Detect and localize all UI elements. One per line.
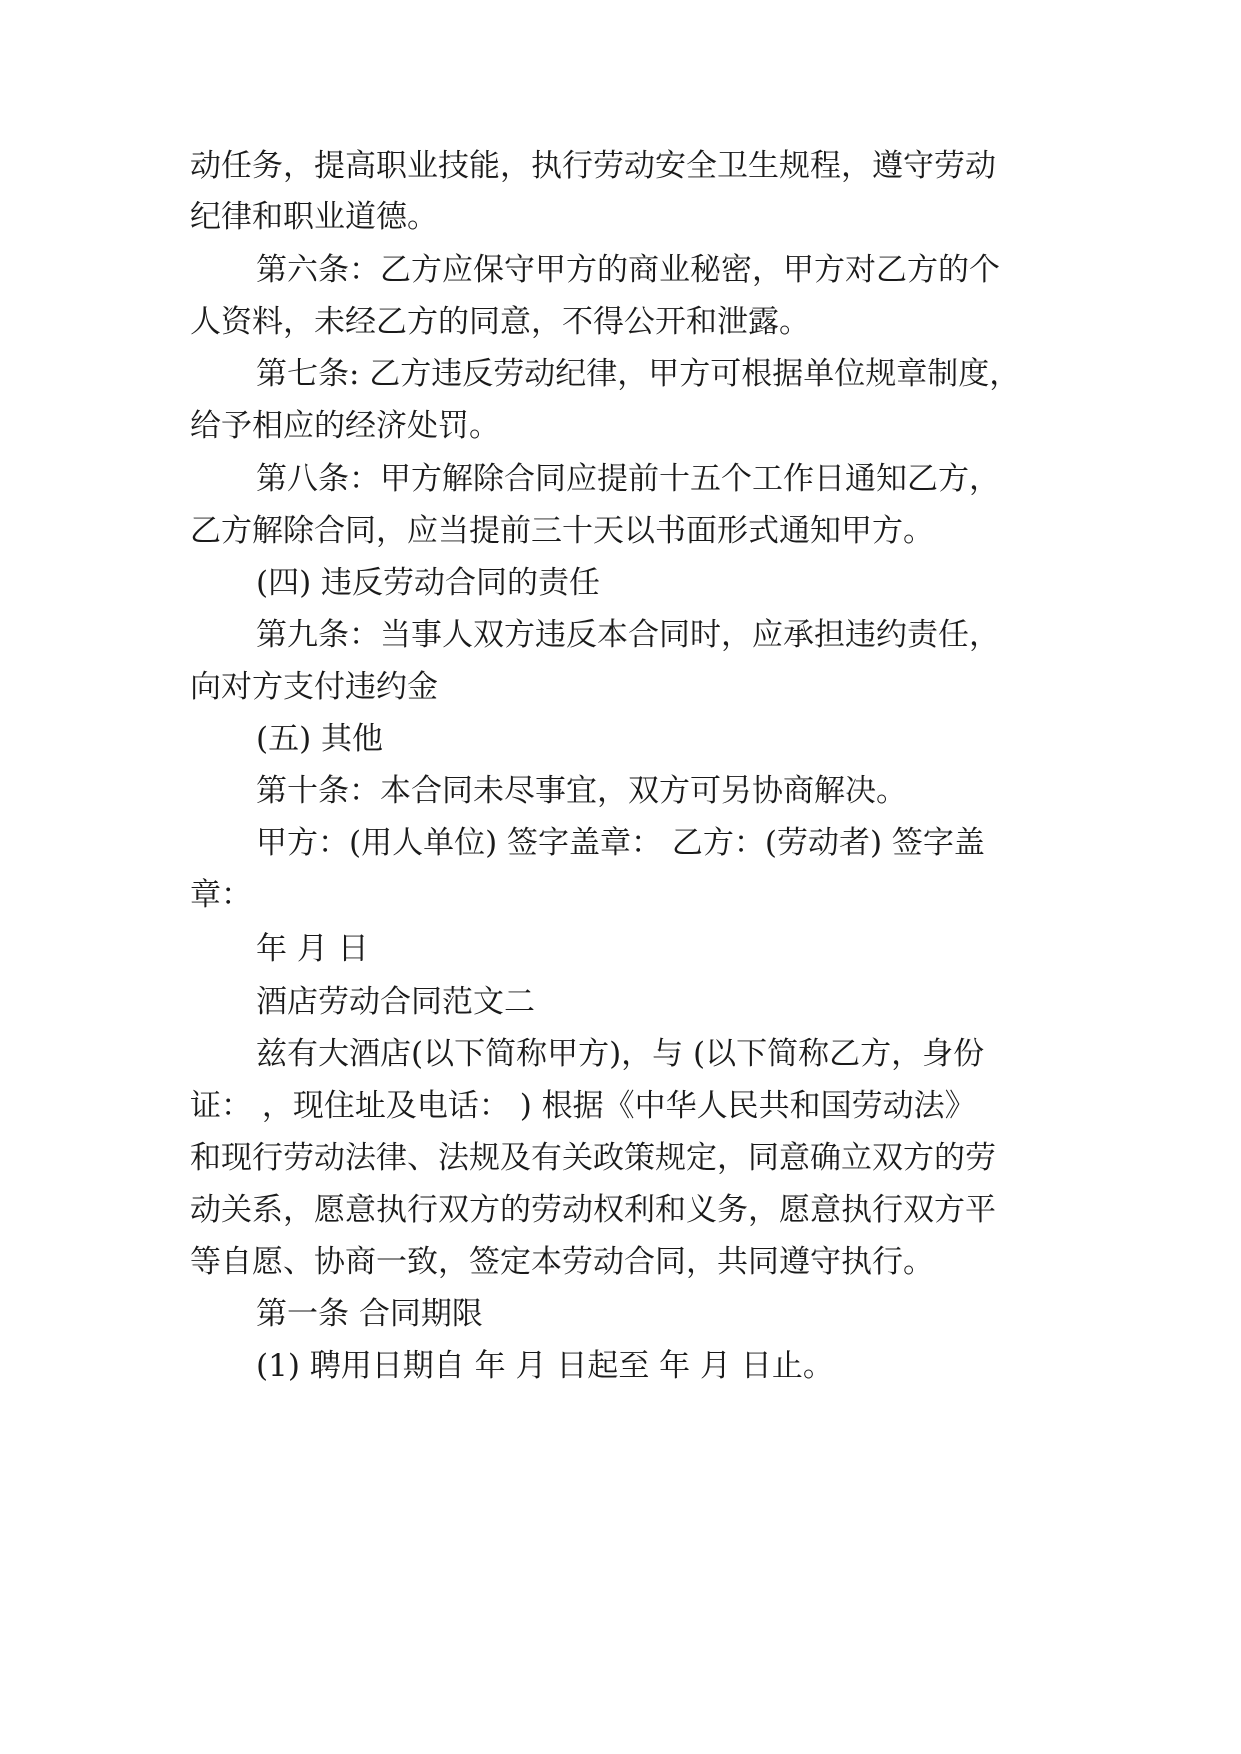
paragraph-line: (1) 聘用日期自 年 月 日起至 年 月 日止。 <box>256 1348 834 1384</box>
section-heading: 第一条 合同期限 <box>256 1296 483 1332</box>
paragraph-line: 第七条: 乙方违反劳动纪律，甲方可根据单位规章制度， <box>256 356 1021 392</box>
paragraph-line: 和现行劳动法律、法规及有关政策规定，同意确立双方的劳 <box>190 1140 996 1176</box>
signature-line: 甲方：(用人单位) 签字盖章： 乙方：(劳动者) 签字盖 <box>256 825 985 861</box>
paragraph-line: 兹有大酒店(以下简称甲方)，与 (以下简称乙方，身份 <box>256 1036 985 1072</box>
paragraph-line: 第九条：当事人双方违反本合同时，应承担违约责任， <box>256 617 1000 653</box>
paragraph-line: 人资料，未经乙方的同意，不得公开和泄露。 <box>190 304 810 340</box>
paragraph-line: 第八条：甲方解除合同应提前十五个工作日通知乙方， <box>256 461 1000 497</box>
paragraph-line: 第六条：乙方应保守甲方的商业秘密，甲方对乙方的个 <box>256 252 1000 288</box>
paragraph-line: 给予相应的经济处罚。 <box>190 408 500 444</box>
section-heading: (五) 其他 <box>256 721 384 757</box>
paragraph-line: 乙方解除合同，应当提前三十天以书面形式通知甲方。 <box>190 513 934 549</box>
document-title: 酒店劳动合同范文二 <box>256 984 535 1020</box>
paragraph-line: 等自愿、协商一致，签定本劳动合同，共同遵守执行。 <box>190 1244 934 1280</box>
paragraph-line: 动任务，提高职业技能，执行劳动安全卫生规程，遵守劳动 <box>190 148 996 184</box>
paragraph-line: 证： ，现住址及电话： ) 根据《中华人民共和国劳动法》 <box>190 1088 976 1124</box>
paragraph-line: 纪律和职业道德。 <box>190 199 438 235</box>
signature-line: 章： <box>190 877 252 913</box>
date-line: 年 月 日 <box>256 931 369 967</box>
section-heading: (四) 违反劳动合同的责任 <box>256 565 601 601</box>
paragraph-line: 第十条：本合同未尽事宜，双方可另协商解决。 <box>256 773 907 809</box>
paragraph-line: 动关系，愿意执行双方的劳动权利和义务，愿意执行双方平 <box>190 1192 996 1228</box>
paragraph-line: 向对方支付违约金 <box>190 669 438 705</box>
